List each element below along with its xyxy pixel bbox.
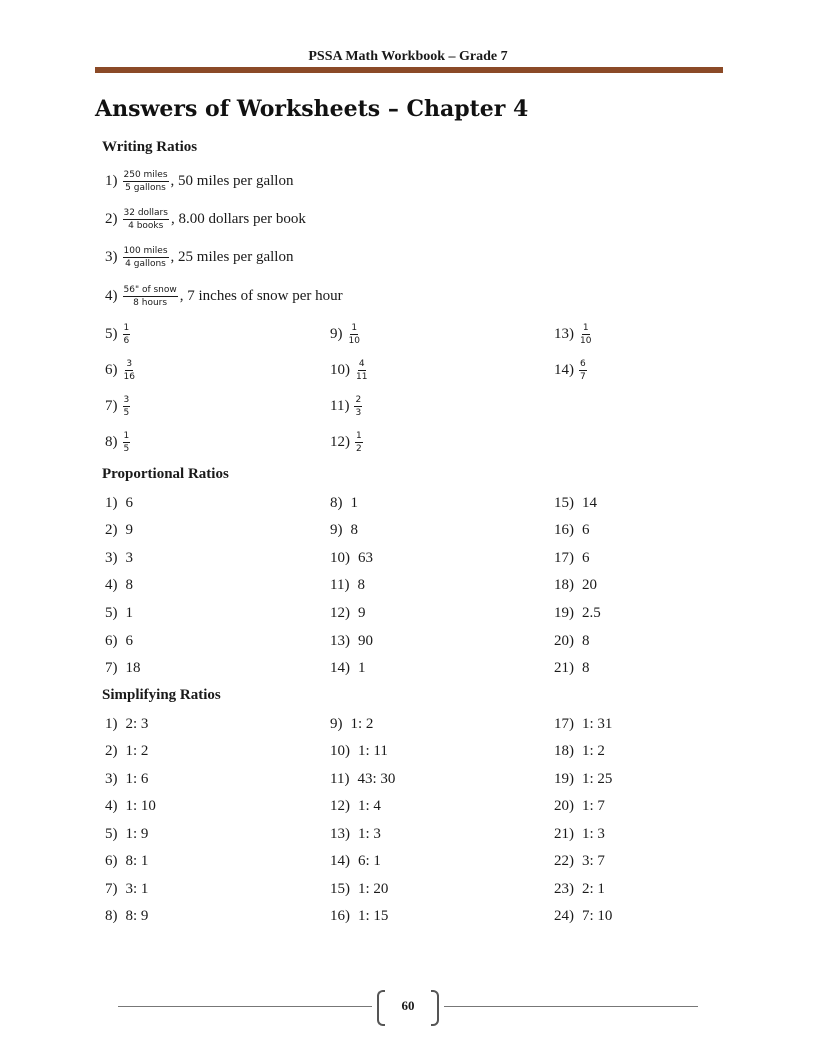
answer-item [105,519,133,543]
fraction [354,395,362,418]
fraction [579,323,592,346]
item-number: 23) [554,880,574,897]
answer-value: 2: 3 [125,715,149,732]
item-number: 1) [105,494,118,511]
item-number: 12) [330,604,350,621]
numerator: 4 [358,358,365,369]
answer-item [554,657,590,681]
answer-value: 7: 10 [582,908,613,924]
answer-item [554,519,590,543]
answer-item [105,629,133,653]
item-number: 21) [554,660,574,677]
answer-item [330,394,363,418]
answer-text: , 7 inches of snow per hour [179,287,343,304]
answer-value: 1: 3 [358,825,381,842]
item-number: 8) [105,433,118,450]
answer-value: 8 [582,660,590,677]
answer-item [105,822,148,846]
answer-item [105,430,131,454]
answer-value: 18 [125,660,141,677]
item-number: 1) [105,715,118,732]
answer-item [554,322,593,346]
answer-item [330,850,381,874]
answer-value: 43: 30 [357,770,396,787]
item-number: 18) [554,577,574,594]
answer-value: 1 [358,660,366,677]
numerator: 100 miles [123,245,168,256]
answer-text: , 50 miles per gallon [170,172,294,189]
answer-item [105,740,148,764]
answer-item [554,822,605,846]
fraction [123,246,169,269]
denominator: 7 [580,371,586,382]
item-number: 12) [330,433,350,450]
answer-item [105,712,148,736]
answer-value: 9 [358,604,366,621]
answer-value: 1: 3 [582,825,605,842]
numerator: 250 miles [123,169,168,180]
denominator: 5 [123,407,130,418]
denominator: 11 [356,371,368,382]
answer-item [554,601,601,625]
answer-item [105,394,131,418]
item-number: 17) [554,715,574,732]
answer-item [330,601,366,625]
answer-value: 8 [582,632,590,649]
item-number: 6) [105,632,118,649]
fraction [355,359,368,382]
item-number: 10) [330,361,350,378]
item-number: 16) [330,908,350,924]
answer-text: , 25 miles per gallon [170,248,294,265]
item-number: 11) [330,397,350,414]
answer-item [105,574,133,598]
item-number: 19) [554,604,574,621]
numerator: 1 [582,322,589,333]
item-number: 8) [105,908,118,924]
numerator: 3 [126,358,133,369]
answer-value: 1: 10 [125,798,156,814]
fraction [355,431,363,454]
answer-item [105,795,156,819]
answer-value: 1: 9 [125,825,149,842]
denominator: 5 [123,443,130,454]
item-number: 10) [330,549,350,566]
answer-value: 1: 25 [582,770,613,787]
answer-value: 6 [125,632,133,649]
item-number: 4) [105,798,118,814]
section-title-proportional-ratios: Proportional Ratios [102,466,229,482]
numerator: 6 [580,358,586,369]
item-number: 19) [554,770,574,787]
answer-item [105,657,141,681]
answer-value: 1: 6 [125,770,149,787]
denominator: 10 [348,335,360,346]
answer-item [330,430,364,454]
answer-value: 1 [350,494,358,511]
item-number: 3) [105,770,118,787]
item-number: 9) [330,715,343,732]
item-number: 18) [554,743,574,759]
answer-value: 8 [357,577,365,594]
answer-value: 3 [125,549,133,566]
answer-item [105,491,133,515]
answer-value: 3: 1 [125,880,149,897]
answer-value: 14 [582,494,597,511]
answer-value: 2.5 [582,604,601,621]
answer-item [554,767,612,791]
answer-item [330,877,388,901]
section-title-writing-ratios: Writing Ratios [102,139,198,155]
answer-item [554,905,612,929]
answer-value: 1 [125,604,133,621]
numerator: 3 [123,394,130,405]
answer-item [330,822,381,846]
answer-value: 1: 20 [358,880,389,897]
item-number: 5) [105,825,118,842]
answer-value: 8: 9 [125,908,149,924]
fraction [123,285,178,308]
answer-item [330,546,373,570]
item-number: 7) [105,880,118,897]
denominator: 16 [123,371,135,382]
answer-item [330,712,373,736]
answer-item [554,629,590,653]
item-number: 9) [330,325,343,342]
answer-item [330,740,388,764]
item-number: 5) [105,325,118,342]
answer-item [105,284,343,308]
item-number: 7) [105,397,118,414]
numerator: 1 [123,322,130,333]
answer-value: 1: 31 [582,715,613,732]
numerator: 32 dollars [123,207,168,218]
item-number: 16) [554,522,574,539]
running-header: PSSA Math Workbook – Grade 7 [308,49,508,64]
answer-value: 1: 2 [350,715,374,732]
answer-value: 2: 1 [582,880,605,897]
denominator: 4 books [128,220,164,231]
answer-value: 1: 2 [582,743,605,759]
answer-value: 6 [125,494,133,511]
numerator: 56" of snow [123,284,177,295]
answer-item [105,207,306,231]
item-number: 20) [554,632,574,649]
item-number: 6) [105,361,118,378]
fraction [123,359,136,382]
answer-text: , 8.00 dollars per book [170,210,306,227]
answer-value: 1: 7 [582,798,605,814]
answer-item [554,358,588,382]
answer-item [554,740,605,764]
answer-item [330,322,362,346]
answer-value: 6: 1 [358,853,381,869]
answer-value: 8 [125,577,133,594]
page-number: 60 [401,998,415,1013]
fraction [579,359,587,382]
answer-item [105,358,137,382]
answer-item [330,629,373,653]
item-number: 13) [330,632,350,649]
answer-item [105,169,293,193]
item-number: 2) [105,522,118,539]
numerator: 1 [356,430,362,441]
numerator: 1 [351,322,358,333]
answer-value: 90 [358,632,373,649]
item-number: 2) [105,210,118,227]
answer-value: 8 [350,522,358,539]
denominator: 8 hours [133,297,168,308]
denominator: 10 [580,335,592,346]
item-number: 12) [330,798,350,814]
fraction [123,395,131,418]
item-number: 6) [105,853,118,869]
answer-item [554,491,597,515]
answer-value: 20 [582,577,597,594]
fraction [123,431,131,454]
answer-item [330,519,358,543]
header-rule [95,67,723,73]
item-number: 21) [554,825,574,842]
item-number: 3) [105,248,118,265]
item-number: 15) [330,880,350,897]
item-number: 11) [330,770,350,787]
item-number: 8) [330,494,343,511]
item-number: 15) [554,494,574,511]
page-title: Answers of Worksheets – Chapter 4 [95,96,529,122]
answer-item [554,712,612,736]
item-number: 22) [554,853,574,869]
denominator: 2 [356,443,362,454]
answer-item [554,574,597,598]
item-number: 9) [330,522,343,539]
section-title-simplifying-ratios: Simplifying Ratios [102,687,221,703]
item-number: 20) [554,798,574,814]
item-number: 24) [554,908,574,924]
answer-value: 1: 4 [358,798,381,814]
item-number: 1) [105,172,118,189]
answer-item [105,245,293,269]
item-number: 7) [105,660,118,677]
answer-item [330,657,366,681]
item-number: 4) [105,287,118,304]
answer-item [554,546,590,570]
item-number: 14) [330,853,350,869]
denominator: 6 [123,335,130,346]
answer-value: 63 [358,549,373,566]
answer-item [330,767,395,791]
answer-value: 8: 1 [125,853,149,869]
answer-item [105,850,148,874]
answer-value: 9 [125,522,133,539]
denominator: 4 gallons [125,258,166,269]
answer-item [330,795,381,819]
answer-item [330,491,358,515]
item-number: 5) [105,604,118,621]
fraction [123,208,169,231]
item-number: 14) [554,361,574,378]
answer-value: 6 [582,522,590,539]
answer-value: 3: 7 [582,853,605,869]
denominator: 3 [355,407,362,418]
item-number: 3) [105,549,118,566]
fraction [348,323,361,346]
answer-item [330,905,388,929]
answer-item [105,767,148,791]
fraction [123,323,131,346]
item-number: 13) [554,325,574,342]
answer-item [330,574,365,598]
answer-item [105,546,133,570]
answer-value: 6 [582,549,590,566]
item-number: 17) [554,549,574,566]
answer-item [105,601,133,625]
item-number: 10) [330,743,350,759]
denominator: 5 gallons [125,182,166,193]
item-number: 2) [105,743,118,759]
answer-value: 1: 2 [125,743,149,759]
item-number: 13) [330,825,350,842]
answer-value: 1: 15 [358,908,389,924]
answer-item [330,358,369,382]
answer-value: 1: 11 [358,743,388,759]
fraction [123,170,169,193]
answer-item [105,322,131,346]
item-number: 14) [330,660,350,677]
item-number: 11) [330,577,350,594]
answer-item [554,795,605,819]
numerator: 1 [123,430,130,441]
answer-item [554,850,605,874]
answer-item [105,905,148,929]
item-number: 4) [105,577,118,594]
numerator: 2 [355,394,362,405]
answer-item [554,877,605,901]
answer-item [105,877,148,901]
